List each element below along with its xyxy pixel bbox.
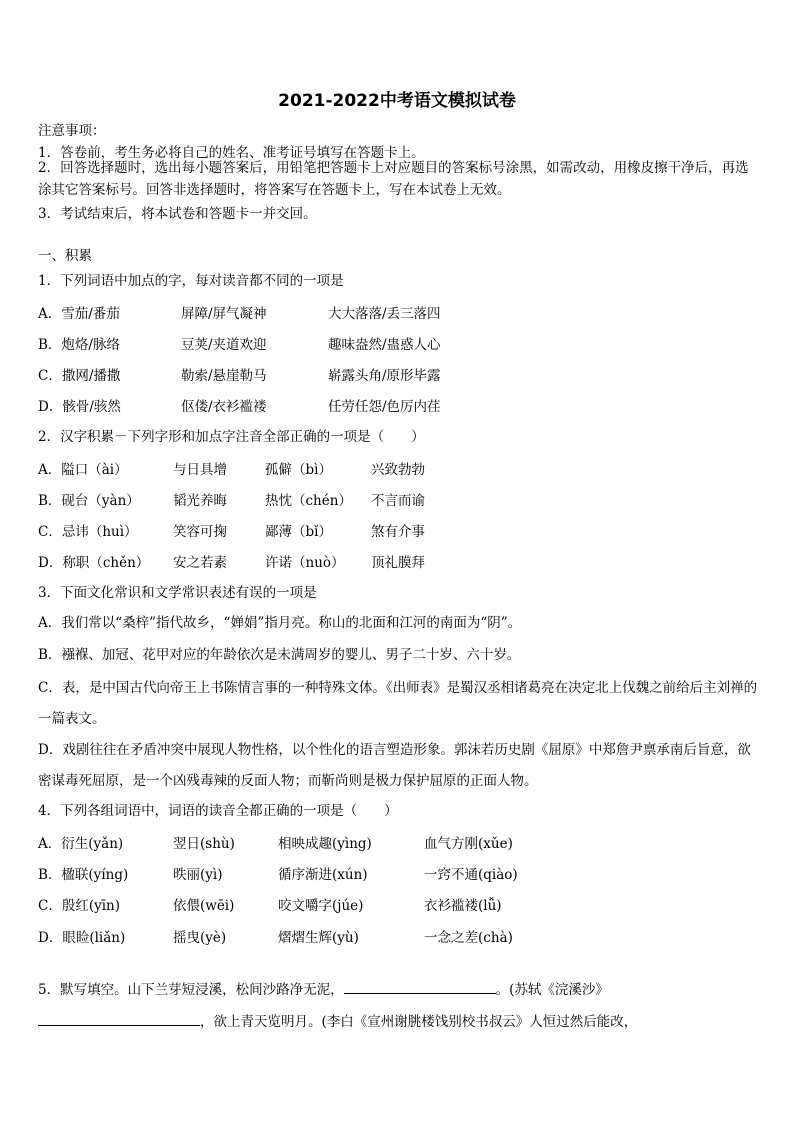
q2-d-3: 许诺（nuò） [265,555,345,571]
q4-c-4: 衣衫褴褛(lǚ) [424,898,502,914]
q1-d-2: 伛偻/衣衫褴褛 [181,399,267,415]
q1-a-2: 屏障/屏气凝神 [181,306,267,322]
q1-a-1: A．雪茄/番茄 [38,306,120,322]
q5-answer-blank-2[interactable] [38,1011,200,1026]
q4-c-3: 咬文嚼字(júe) [278,898,364,914]
q4-a-2: 翌日(shù) [173,836,235,852]
q4-a-4: 血气方刚(xǔe) [424,836,513,852]
q2-b-4: 不言而谕 [371,493,425,509]
q5-part3: ，欲上青天览明月。(李白《宣州谢朓楼饯别校书叔云》人恒过然后能改， [200,1014,638,1030]
q4-a-1: A．衍生(yǎn) [38,836,124,852]
q4-b-2: 昳丽(yì) [173,867,223,883]
q2-a-4: 兴致勃勃 [371,462,425,478]
q2-b-2: 韬光养晦 [173,493,227,509]
q4-b-3: 循序渐进(xún) [278,867,368,883]
q4-c-2: 依偎(wēi) [173,898,235,914]
q4-d-3: 熠熠生辉(yù) [278,930,359,946]
notice-item-3: 3．考试结束后，将本试卷和答题卡一并交回。 [38,206,317,222]
notice-item-2: 2．回答选择题时，选出每小题答案后，用铅笔把答题卡上对应题目的答案标号涂黑，如需改动，用橡皮擦干净后，再选涂其它答案标号。回答非选择题时，将答案写在答题卡上，写在本试卷上无效。 [38,160,749,198]
q3-option-d: D．戏剧往往在矛盾冲突中展现人物性格，以个性化的语言塑造形象。郭沫若历史剧《屈原》中郑詹尹禀承南后旨意，欲密谋毒死屈原，是一个凶残毒辣的反面人物；而靳尚则是极力保护屈原的正面人物。 [38,742,751,789]
q2-c-3: 鄙薄（bǐ） [265,524,332,540]
q1-c-3: 崭露头角/原形毕露 [328,368,441,384]
q4-c-1: C．殷红(yīn) [38,898,121,914]
q2-b-3: 热忱（chén） [265,493,352,509]
q4-stem: 4．下列各组词语中，词语的读音全都正确的一项是（ ） [38,803,398,819]
q1-b-3: 趣味盎然/蛊惑人心 [328,337,441,353]
q4-d-1: D．眼睑(liǎn) [38,930,126,946]
q2-c-4: 煞有介事 [371,524,425,540]
q3-option-c: C．表，是中国古代向帝王上书陈情言事的一种特殊文体。《出师表》是蜀汉丞相诸葛亮在决定北上伐魏之前给后主刘禅的一篇表文。 [38,680,758,727]
q2-a-3: 孤僻（bì） [265,462,332,478]
q2-a-1: A．隘口（ài） [38,462,128,478]
q5-part2: 。(苏轼《浣溪沙》 [495,982,609,998]
q1-c-1: C．撒网/播撒 [38,368,121,384]
q1-a-3: 大大落落/丢三落四 [328,306,441,322]
q4-d-2: 摇曳(yè) [173,930,227,946]
q4-b-1: B．楹联(yíng) [38,867,129,883]
q1-d-1: D．骸骨/骇然 [38,399,121,415]
q5-part1: 5．默写填空。山下兰芽短浸溪，松间沙路净无泥， [38,982,344,998]
q4-d-4: 一念之差(chà) [424,930,513,946]
q3-option-b: B．襁褓、加冠、花甲对应的年龄依次是未满周岁的婴儿、男子二十岁、六十岁。 [38,647,521,663]
q2-d-1: D．称职（chěn） [38,555,150,571]
q1-b-1: B．炮烙/脉络 [38,337,120,353]
q5-answer-blank-1[interactable] [344,979,496,994]
q1-c-2: 勒索/悬崖勒马 [181,368,267,384]
q2-a-2: 与日具增 [173,462,227,478]
q4-b-4: 一窍不通(qiào) [424,867,518,883]
q2-b-1: B．砚台（yàn） [38,493,140,509]
q2-c-1: C．忌讳（huì） [38,524,138,540]
q1-b-2: 豆荚/夹道欢迎 [181,337,267,353]
q5-line-1 [38,978,609,998]
q1-stem: 1．下列词语中加点的字，每对读音都不同的一项是 [38,273,344,289]
notice-heading: 注意事项： [38,123,106,139]
q3-stem: 3．下面文化常识和文学常识表述有误的一项是 [38,585,317,601]
section-heading: 一、积累 [38,248,92,264]
notice-item-1: 1．答卷前，考生务必将自己的姓名、准考证号填写在答题卡上。 [38,145,425,161]
q4-a-3: 相映成趣(yìng) [278,836,372,852]
q2-d-4: 顶礼膜拜 [371,555,425,571]
q1-d-3: 任劳任怨/色厉内荏 [328,399,441,415]
q5-line-2 [38,1010,637,1030]
q2-stem: 2．汉字积累－下列字形和加点字注音全部正确的一项是（ ） [38,429,425,445]
q3-option-a: A．我们常以“桑梓”指代故乡，“婵娟”指月亮。称山的北面和江河的南面为“阴”。 [38,615,522,631]
q2-d-2: 安之若素 [173,555,227,571]
page-title: 2021-2022中考语文模拟试卷 [278,91,516,111]
q2-c-2: 笑容可掬 [173,524,227,540]
